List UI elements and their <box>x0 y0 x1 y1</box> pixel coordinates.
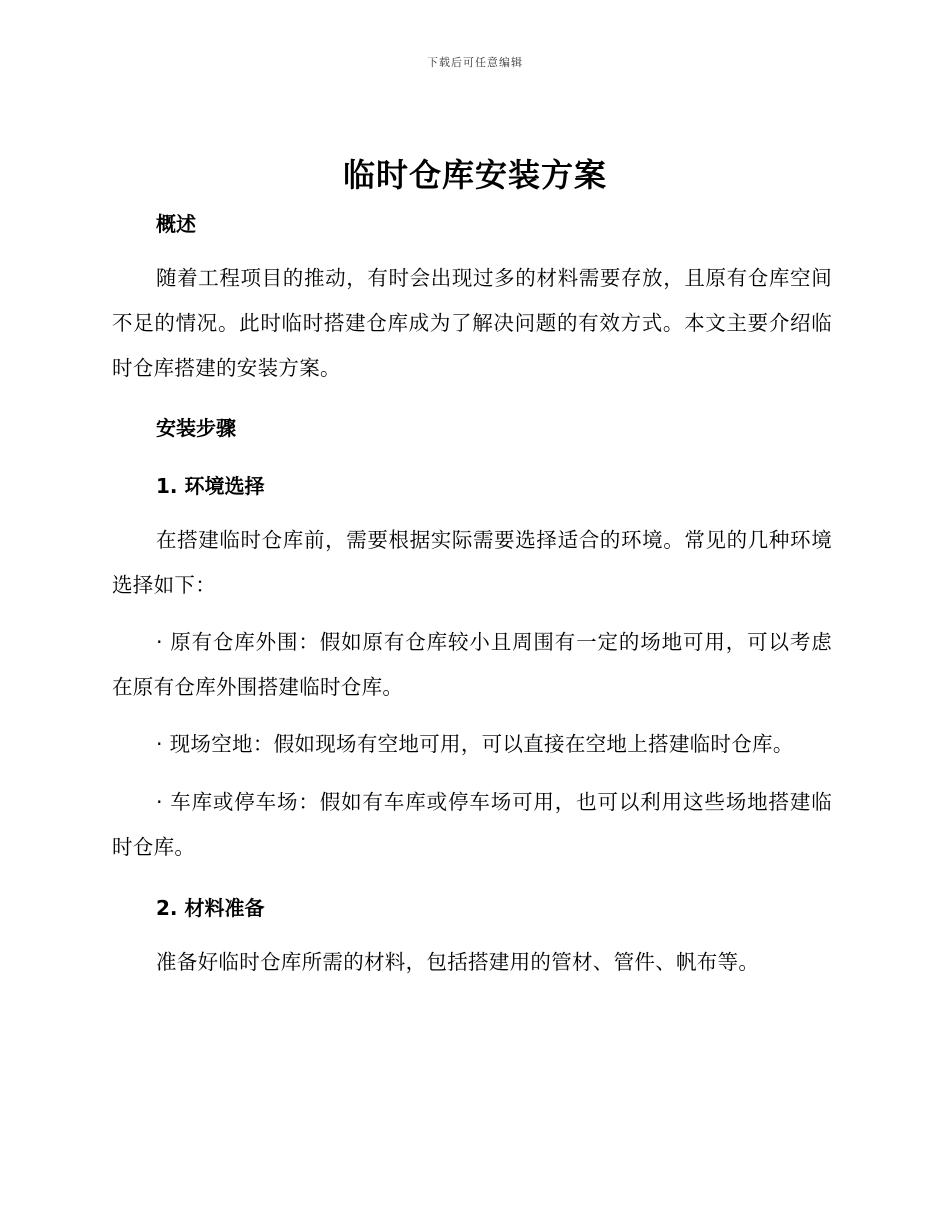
step1-bullet-open-site: · 现场空地：假如现场有空地可用，可以直接在空地上搭建临时仓库。 <box>156 732 794 756</box>
overview-heading: 概述 <box>156 212 196 236</box>
overview-paragraph: 随着工程项目的推动，有时会出现过多的材料需要存放，且原有仓库空间不足的情况。此时临时搭建仓库成为了解决问题的有效方式。本文主要介绍临时仓库搭建的安装方案。 <box>112 266 832 380</box>
header-note: 下载后可任意编辑 <box>427 56 523 69</box>
step1-heading: 1. 环境选择 <box>156 474 265 498</box>
step2-heading: 2. 材料准备 <box>156 896 265 920</box>
step1-bullet-existing-warehouse: · 原有仓库外围：假如原有仓库较小且周围有一定的场地可用，可以考虑在原有仓库外围搭建临时仓库。 <box>112 630 832 699</box>
step1-intro-paragraph: 在搭建临时仓库前，需要根据实际需要选择适合的环境。常见的几种环境选择如下： <box>112 528 832 597</box>
steps-heading: 安装步骤 <box>156 416 236 440</box>
step1-bullet-garage: · 车库或停车场：假如有车库或停车场可用，也可以利用这些场地搭建临时仓库。 <box>112 790 832 859</box>
step2-paragraph: 准备好临时仓库所需的材料，包括搭建用的管材、管件、帆布等。 <box>156 950 760 974</box>
document-title: 临时仓库安装方案 <box>342 156 607 194</box>
